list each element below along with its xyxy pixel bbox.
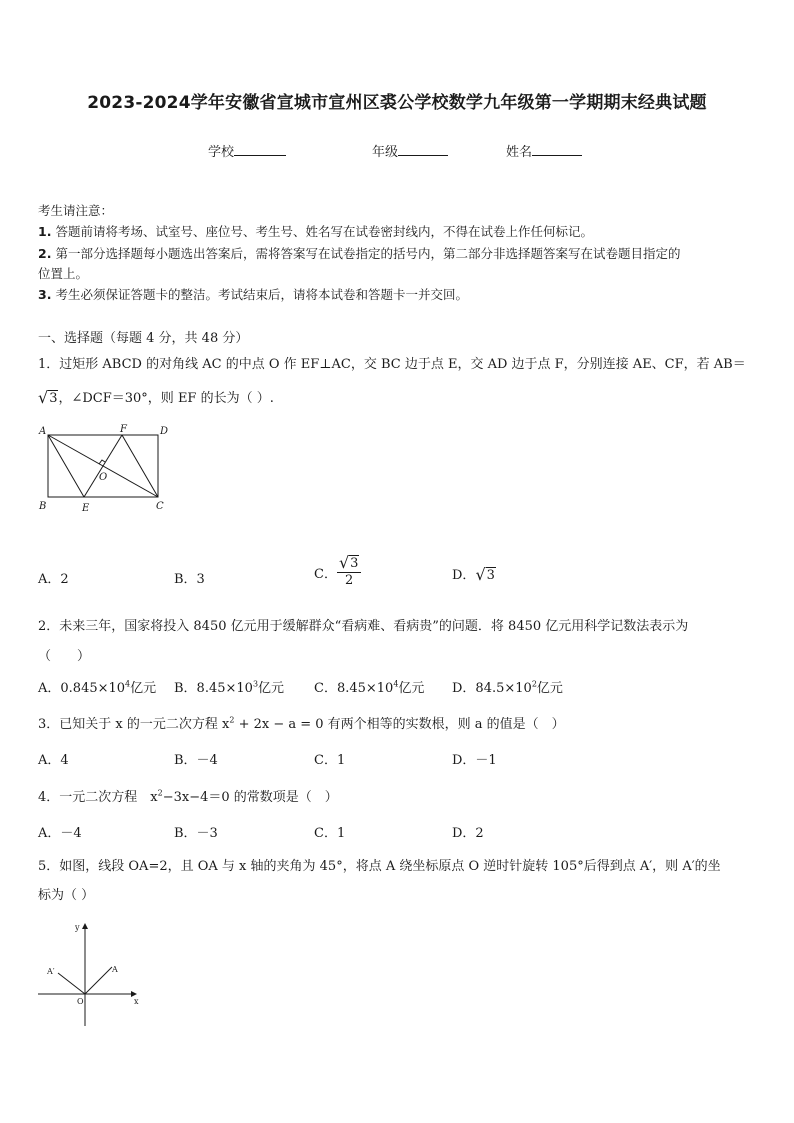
notice-item-2-text: 第一部分选择题每小题选出答案后，需将答案写在试卷指定的括号内，第二部分非选择题答案写在试卷题目指定的 — [55, 246, 681, 261]
label-o: O — [99, 472, 108, 483]
notice-item-3 — [38, 284, 468, 305]
label-b: B — [39, 501, 47, 512]
q1-option-d-label: D． — [452, 568, 476, 583]
q1-option-a[interactable]: A．2 — [38, 572, 69, 587]
q1-option-d-sqrt: √ 3 — [475, 565, 495, 584]
label-x: x — [134, 997, 139, 1006]
q5-coordinate-figure — [34, 918, 146, 1030]
segment-ef — [84, 435, 122, 497]
label-y: y — [75, 923, 80, 932]
school-blank[interactable] — [234, 143, 286, 156]
label-e: E — [82, 503, 90, 514]
q4-option-b[interactable]: B．－3 — [174, 826, 218, 841]
notice-item-1 — [38, 221, 593, 242]
segment-cf — [122, 435, 158, 497]
q1-sqrt: √ 3 — [38, 388, 58, 407]
label-f: F — [120, 424, 127, 435]
q5-stem-line2: 标为（ ） — [38, 888, 95, 903]
notice-item-1-text: 答题前请将考场、试室号、座位号、考生号、姓名写在试卷密封线内，不得在试卷上作任何标记。 — [55, 224, 593, 239]
label-a-prime: A′ — [47, 967, 55, 976]
q4-option-a[interactable]: A．－4 — [38, 826, 82, 841]
name-label: 姓名 — [506, 145, 533, 160]
notice-item-3-num: 3. — [38, 287, 52, 302]
segment-ae — [48, 435, 84, 497]
notice-item-2-cont: 位置上。 — [38, 266, 89, 281]
segment-oa-prime — [58, 973, 85, 994]
notice-item-1-num: 1. — [38, 224, 52, 239]
label-a: A — [112, 965, 118, 974]
notice-item-2-num: 2. — [38, 246, 52, 261]
grade-label: 年级 — [372, 145, 399, 160]
grade-blank[interactable] — [398, 143, 448, 156]
q2-option-a[interactable]: A．$0.845\times 10^4$亿元 — [38, 679, 157, 696]
label-d: D — [160, 426, 169, 437]
school-label: 学校 — [208, 145, 235, 160]
notice-heading: 考生请注意： — [38, 203, 114, 218]
name-field[interactable] — [506, 141, 582, 160]
q1-option-b[interactable]: B．3 — [174, 572, 205, 587]
q5-stem-line1: 5．如图，线段 OA=2，且 OA 与 x 轴的夹角为 45°，将点 A 绕坐标原点 O 逆时针旋转 105°后得到点 A′，则 A′的坐 — [38, 859, 721, 874]
section-heading: 一、选择题（每题 4 分，共 48 分） — [38, 331, 249, 346]
name-blank[interactable] — [532, 143, 582, 156]
label-c: C — [156, 501, 164, 512]
q2-option-d[interactable]: D．$84.5\times 10^2$亿元 — [452, 679, 563, 696]
grade-field[interactable] — [372, 141, 448, 160]
label-o: O — [77, 997, 84, 1006]
notice-item-3-text: 考生必须保证答题卡的整洁。考试结束后，请将本试卷和答题卡一并交回。 — [55, 287, 468, 302]
q3-option-c[interactable]: C．1 — [314, 753, 346, 768]
segment-oa — [85, 967, 112, 994]
q4-option-d[interactable]: D．2 — [452, 826, 484, 841]
page-title: 2023-2024学年安徽省宣城市宣州区裘公学校数学九年级第一学期期末经典试题 — [87, 93, 707, 113]
q1-option-d[interactable] — [452, 564, 496, 583]
school-field[interactable] — [208, 141, 286, 160]
q1-option-c[interactable] — [314, 555, 361, 589]
q1-option-c-label: C． — [314, 566, 337, 582]
q4-stem: 4．一元二次方程 $x^2-3x-4=0$ 的常数项是（ ） — [38, 788, 338, 805]
q2-option-c[interactable]: C．$8.45\times 10^4$亿元 — [314, 679, 425, 696]
q1-rectangle-figure — [36, 420, 170, 516]
q2-option-b[interactable]: B．$8.45\times 10^3$亿元 — [174, 679, 285, 696]
q3-option-b[interactable]: B．－4 — [174, 753, 218, 768]
q1-stem-line1: 1．过矩形 ABCD 的对角线 AC 的中点 O 作 EF⊥AC，交 BC 边于点 E，交 AD 边于点 F，分别连接 AE、CF，若 AB＝ — [38, 357, 746, 372]
q1-option-c-fraction: √ 3 2 — [337, 555, 361, 589]
notice-item-2 — [38, 243, 680, 264]
q3-option-d[interactable]: D．－1 — [452, 753, 497, 768]
q2-stem-line1: 2．未来三年，国家将投入 8450 亿元用于缓解群众“看病难、看病贵”的问题．将 8450 亿元用科学记数法表示为 — [38, 619, 689, 634]
label-a: A — [39, 426, 47, 437]
q3-option-a[interactable]: A．4 — [38, 753, 69, 768]
q1-stem-line2 — [38, 387, 274, 406]
q1-stem-rest: ，∠DCF＝30°，则 EF 的长为（ ）. — [58, 391, 274, 406]
q4-option-c[interactable]: C．1 — [314, 826, 346, 841]
q2-stem-line2: （ ） — [38, 649, 91, 664]
q3-stem: 3．已知关于 x 的一元二次方程 $x^2 + 2x - a = 0$ 有两个相等的实数根，则 a 的值是（ ） — [38, 715, 565, 732]
